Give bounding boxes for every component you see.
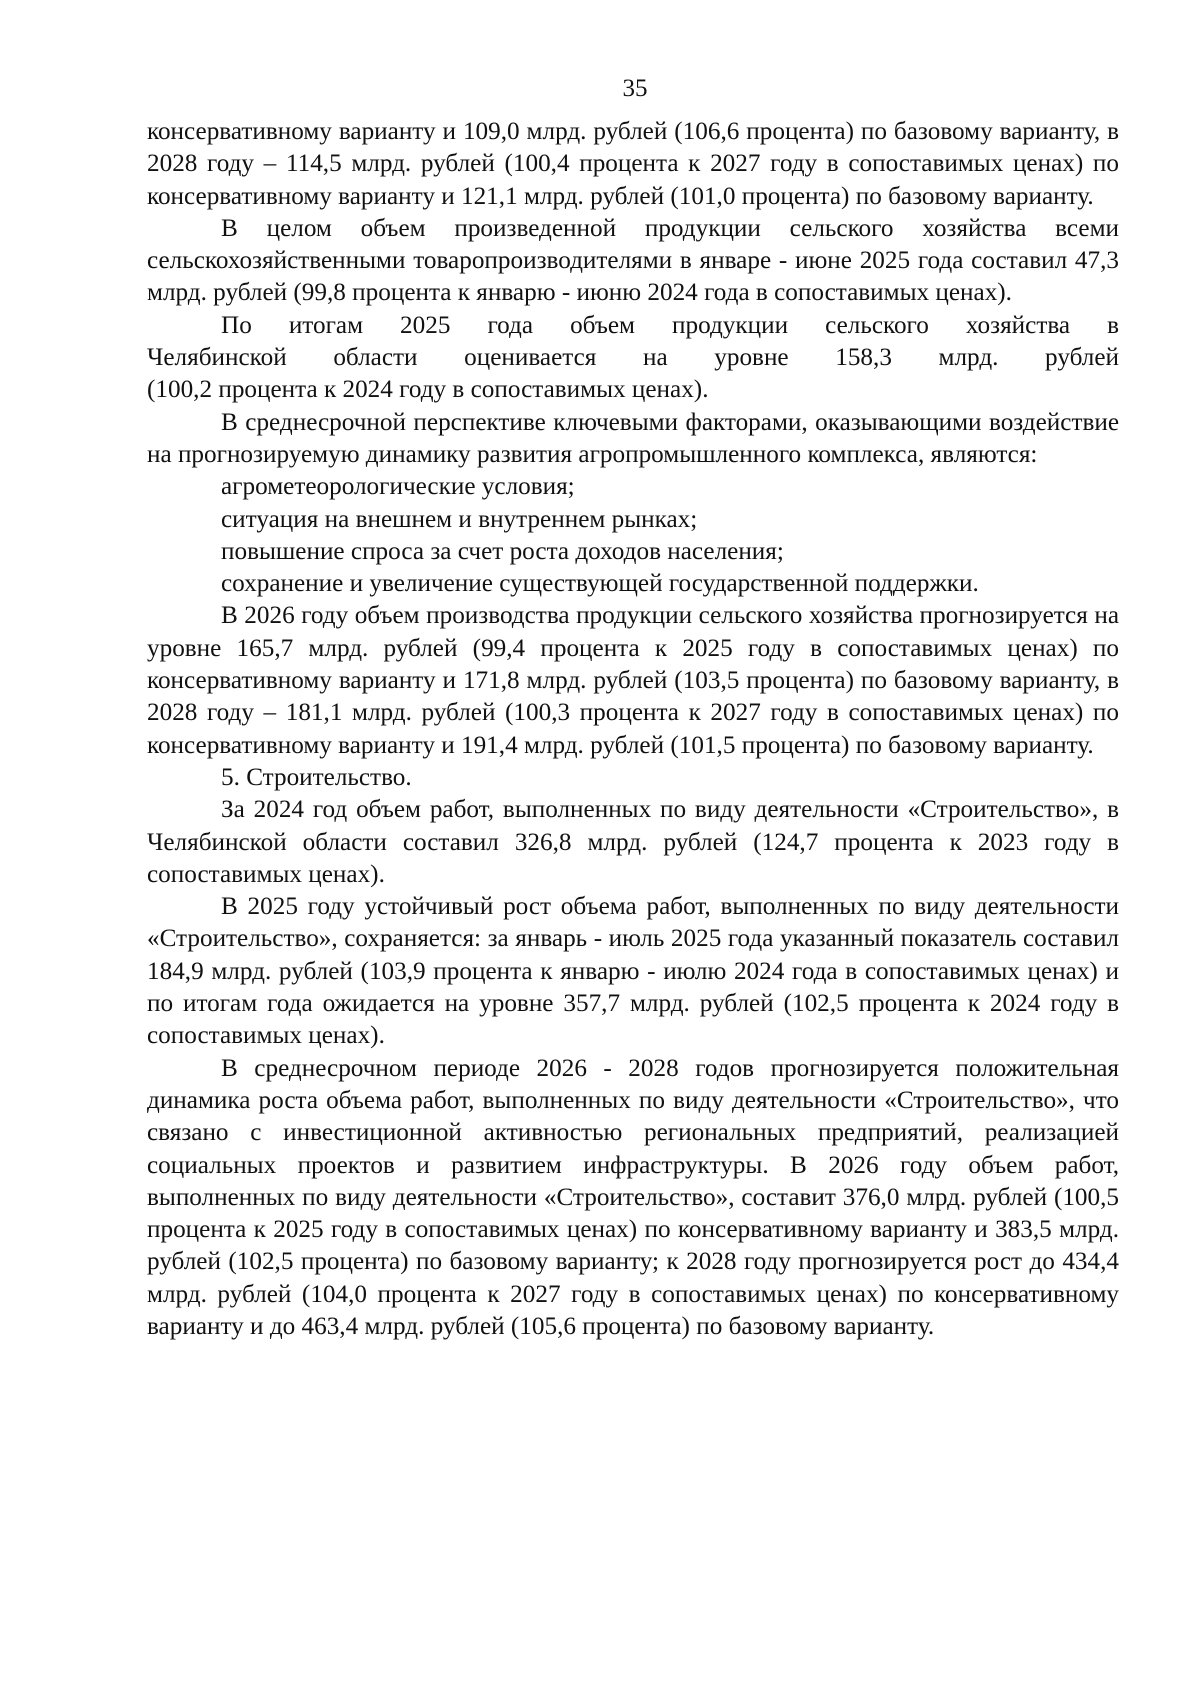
- paragraph-line: Челябинской области оценивается на уровне 158,3 млрд. рублей: [147, 344, 1119, 372]
- paragraph-agriculture-forecast-2026-2028: В 2026 году объем производства продукции сельского хозяйства прогнозируется на уровне 165,7 млрд. рублей (99,4 процента к 2025 году в сопоставимых ценах) по консервативному варианту и 171,8 млрд. рублей (103,5 процента) по базовому варианту, в 2028 году – 181,1 млрд. рублей (100,3 процента к 2027 году в сопоставимых ценах) по консервативному варианту и 191,4 млрд. рублей (101,5 процента) по базовому варианту.: [147, 602, 1119, 759]
- list-item-demand-growth: повышение спроса за счет роста доходов населения;: [221, 537, 784, 565]
- paragraph-construction-2025: В 2025 году устойчивый рост объема работ, выполненных по виду деятельности «Строительство», сохраняется: за январь - июль 2025 года указанный показатель составил 184,9 млрд. рублей (103,9 процента к январю - июлю 2024 года в сопоставимых ценах) и по итогам года ожидается на уровне 357,7 млрд. рублей (102,5 процента к 2024 году в сопоставимых ценах).: [147, 893, 1119, 1050]
- document-body: [147, 116, 1119, 1343]
- section-heading-construction: 5. Строительство.: [221, 763, 412, 791]
- paragraph-construction-2024: За 2024 год объем работ, выполненных по виду деятельности «Строительство», в Челябинской области составил 326,8 млрд. рублей (124,7 процента к 2023 году в сопоставимых ценах).: [147, 796, 1119, 888]
- paragraph-construction-forecast-2026-2028: В среднесрочном периоде 2026 - 2028 годов прогнозируется положительная динамика роста объема работ, выполненных по виду деятельности «Строительство», что связано с инвестиционной активностью региональных предприятий, реализацией социальных проектов и развитием инфраструктуры. В 2026 году объем работ, выполненных по виду деятельности «Строительство», составит 376,0 млрд. рублей (100,5 процента к 2025 году в сопоставимых ценах) по консервативному варианту и 383,5 млрд. рублей (102,5 процента) по базовому варианту; к 2028 году прогнозируется рост до 434,4 млрд. рублей (104,0 процента к 2027 году в сопоставимых ценах) по консервативному варианту и до 463,4 млрд. рублей (105,6 процента) по базовому варианту.: [147, 1054, 1119, 1340]
- paragraph-line: По итогам 2025 года объем продукции сельского хозяйства в: [221, 311, 1119, 339]
- list-item-agrometeorological: агрометеорологические условия;: [221, 473, 575, 501]
- paragraph-agro-key-factors: В среднесрочной перспективе ключевыми факторами, оказывающими воздействие на прогнозируемую динамику развития агропромышленного комплекса, являются:: [147, 408, 1119, 468]
- paragraph-agriculture-production-2025-h1: В целом объем произведенной продукции сельского хозяйства всеми сельскохозяйственными товаропроизводителями в январе - июне 2025 года составил 47,3 млрд. рублей (99,8 процента к январю - июню 2024 года в сопоставимых ценах).: [147, 214, 1119, 307]
- page-number: 35: [622, 75, 648, 102]
- paragraph-line: (100,2 процента к 2024 году в сопоставимых ценах).: [147, 376, 709, 404]
- list-item-market-situation: ситуация на внешнем и внутреннем рынках;: [221, 505, 698, 533]
- list-item-state-support: сохранение и увеличение существующей государственной поддержки.: [221, 570, 979, 598]
- paragraph-agriculture-estimate-2025: [147, 310, 1119, 407]
- paragraph-agriculture-forecast-continuation: консервативному варианту и 109,0 млрд. рублей (106,6 процента) по базовому варианту, в 2028 году – 114,5 млрд. рублей (100,4 процента к 2027 году в сопоставимых ценах) по консервативному варианту и 121,1 млрд. рублей (101,0 процента) по базовому варианту.: [147, 118, 1119, 210]
